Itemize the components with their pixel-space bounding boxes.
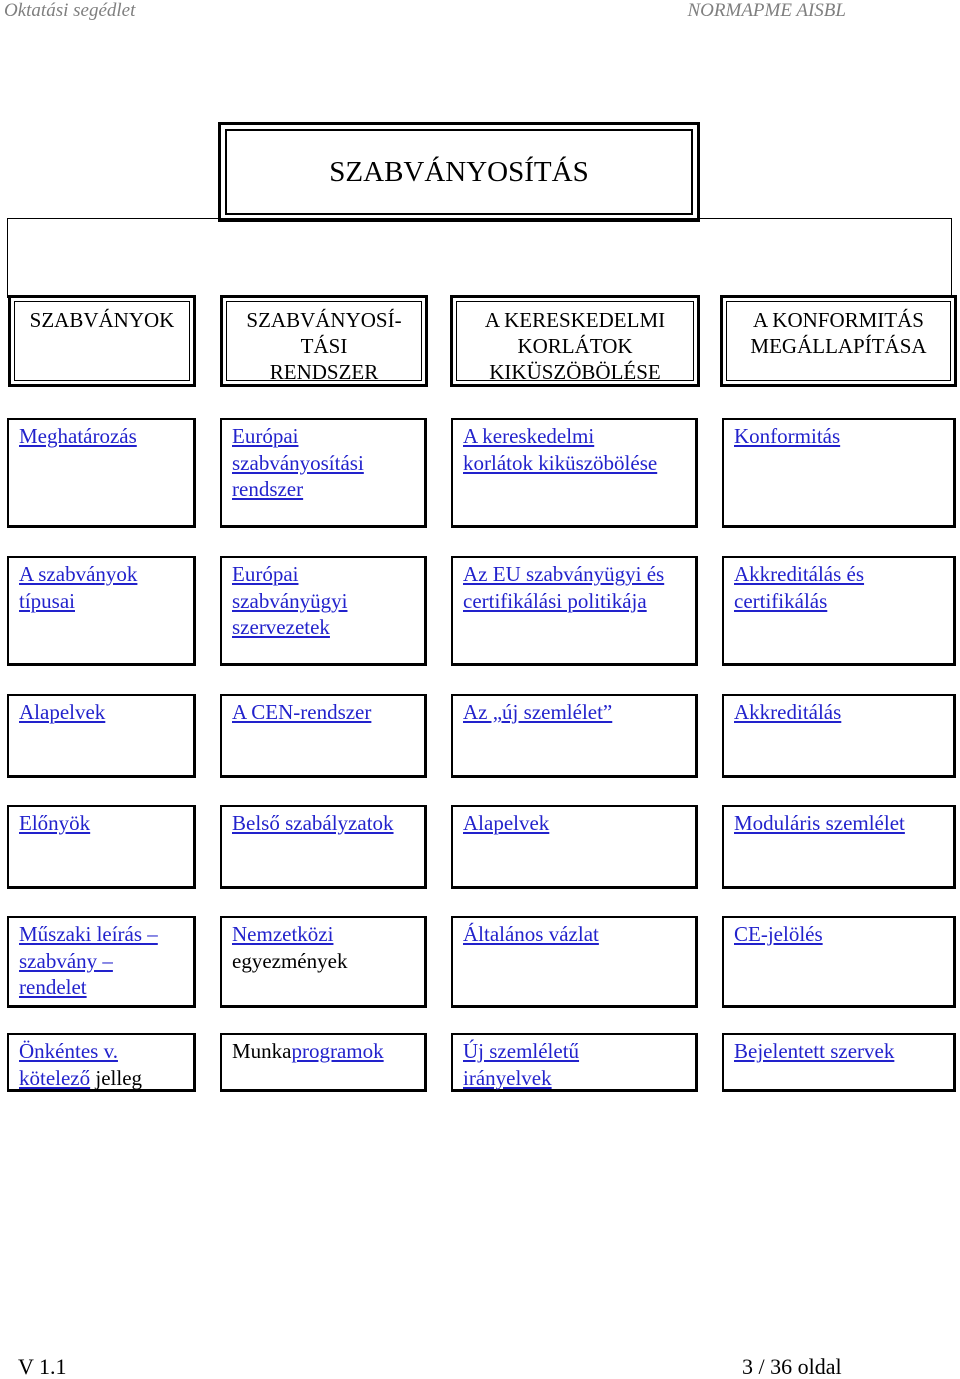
column-heading-kereskedelmi-korlatok [450, 295, 700, 387]
column-heading-szabvanyositasi-rendszer [220, 295, 428, 387]
text-munka: Munka [232, 1039, 292, 1063]
link-alapelvek-2[interactable]: Alapelvek [463, 811, 550, 835]
heading-line: MEGÁLLAPÍTÁSA [750, 334, 927, 358]
link-box[interactable] [220, 916, 427, 1008]
link-box[interactable] [451, 556, 698, 666]
link-modularis-szemlelet[interactable]: Moduláris szemlélet [734, 811, 905, 835]
heading-line: KORLÁTOK [517, 334, 633, 358]
link-box[interactable] [7, 418, 196, 528]
link-box[interactable] [451, 805, 698, 889]
link-box[interactable] [220, 418, 427, 528]
link-nemzetkozi[interactable]: Nemzetközi [232, 922, 334, 946]
text-egyezmenyek: egyezmények [232, 948, 348, 973]
link-uj-szemlelet[interactable]: Az „új szemlélet” [463, 700, 613, 724]
link-eu-szabvanyugyi-politika[interactable]: Az EU szabványügyi és certifikálási politikája [463, 562, 665, 613]
link-europai-szabvanyositasi-rendszer[interactable]: Európai szabványosítási rendszer [232, 424, 364, 501]
link-box[interactable] [7, 805, 196, 889]
diagram-title: SZABVÁNYOSÍTÁS [225, 129, 693, 215]
link-cen-rendszer[interactable]: A CEN-rendszer [232, 700, 372, 724]
link-uj-szemleletu-iranyelvek[interactable]: Új szemléletű irányelvek [463, 1039, 580, 1090]
link-ce-jeloles[interactable]: CE-jelölés [734, 922, 823, 946]
link-box[interactable] [7, 916, 196, 1008]
link-meghatarozas[interactable]: Meghatározás [19, 424, 137, 448]
diagram-title-box [218, 122, 700, 222]
link-alapelvek[interactable]: Alapelvek [19, 700, 106, 724]
link-box[interactable] [220, 694, 427, 778]
link-box[interactable] [7, 694, 196, 778]
link-kereskedelmi-korlatok-kikuszobolese[interactable]: A kereskedelmi korlátok kiküszöbölése [463, 424, 658, 475]
footer-version: V 1.1 [18, 1354, 67, 1379]
link-szabvanyok-tipusai[interactable]: A szabványok típusai [19, 562, 138, 613]
link-box[interactable] [451, 1033, 698, 1092]
heading-line: KIKÜSZÖBÖLÉSE [489, 360, 661, 384]
link-box[interactable] [220, 556, 427, 666]
link-box[interactable] [220, 805, 427, 889]
link-kotelezo[interactable]: kötelező [19, 1065, 91, 1090]
link-akkreditalas[interactable]: Akkreditálás [734, 700, 842, 724]
link-box[interactable] [7, 1033, 196, 1092]
link-box[interactable] [722, 1033, 956, 1092]
link-akkreditalas-es-certifikalas[interactable]: Akkreditálás és certifikálás [734, 562, 865, 613]
link-elonyok[interactable]: Előnyök [19, 811, 91, 835]
link-europai-szabvanyugyi-szervezetek[interactable]: Európai szabványügyi szervezetek [232, 562, 348, 639]
header-right: NORMAPME AISBL [687, 0, 846, 21]
link-box[interactable] [451, 916, 698, 1008]
heading-line: A KERESKEDELMI [484, 308, 666, 332]
header-left: Oktatási segédlet [4, 0, 136, 21]
heading-line: RENDSZER [269, 360, 379, 384]
heading-line: SZABVÁNYOK [29, 308, 175, 332]
heading-line: SZABVÁNYOSÍ- [246, 308, 402, 332]
title-connector [7, 218, 952, 298]
heading-line: TÁSI [300, 334, 348, 358]
column-heading-konformitas [720, 295, 957, 387]
link-konformitas[interactable]: Konformitás [734, 424, 841, 448]
link-altalanos-vazlat[interactable]: Általános vázlat [463, 922, 599, 946]
link-muszaki-leiras-szabvany-rendelet[interactable]: Műszaki leírás – szabvány – rendelet [19, 922, 158, 999]
footer-page-number: 3 / 36 oldal [742, 1354, 842, 1379]
link-box[interactable] [722, 805, 956, 889]
link-box[interactable] [220, 1033, 427, 1092]
heading-line: A KONFORMITÁS [753, 308, 924, 332]
link-box[interactable] [722, 418, 956, 528]
link-programok[interactable]: programok [291, 1039, 384, 1063]
link-bejelentett-szervek[interactable]: Bejelentett szervek [734, 1039, 895, 1063]
column-heading-szabvanyok [8, 295, 196, 387]
text-jelleg: jelleg [90, 1065, 143, 1090]
link-box[interactable] [722, 694, 956, 778]
link-belso-szabalyzatok[interactable]: Belső szabályzatok [232, 811, 394, 835]
link-box[interactable] [451, 694, 698, 778]
link-box[interactable] [722, 916, 956, 1008]
link-onkentes[interactable]: Önkéntes v. [19, 1039, 118, 1063]
link-box[interactable] [451, 418, 698, 528]
link-box[interactable] [722, 556, 956, 666]
link-box[interactable] [7, 556, 196, 666]
